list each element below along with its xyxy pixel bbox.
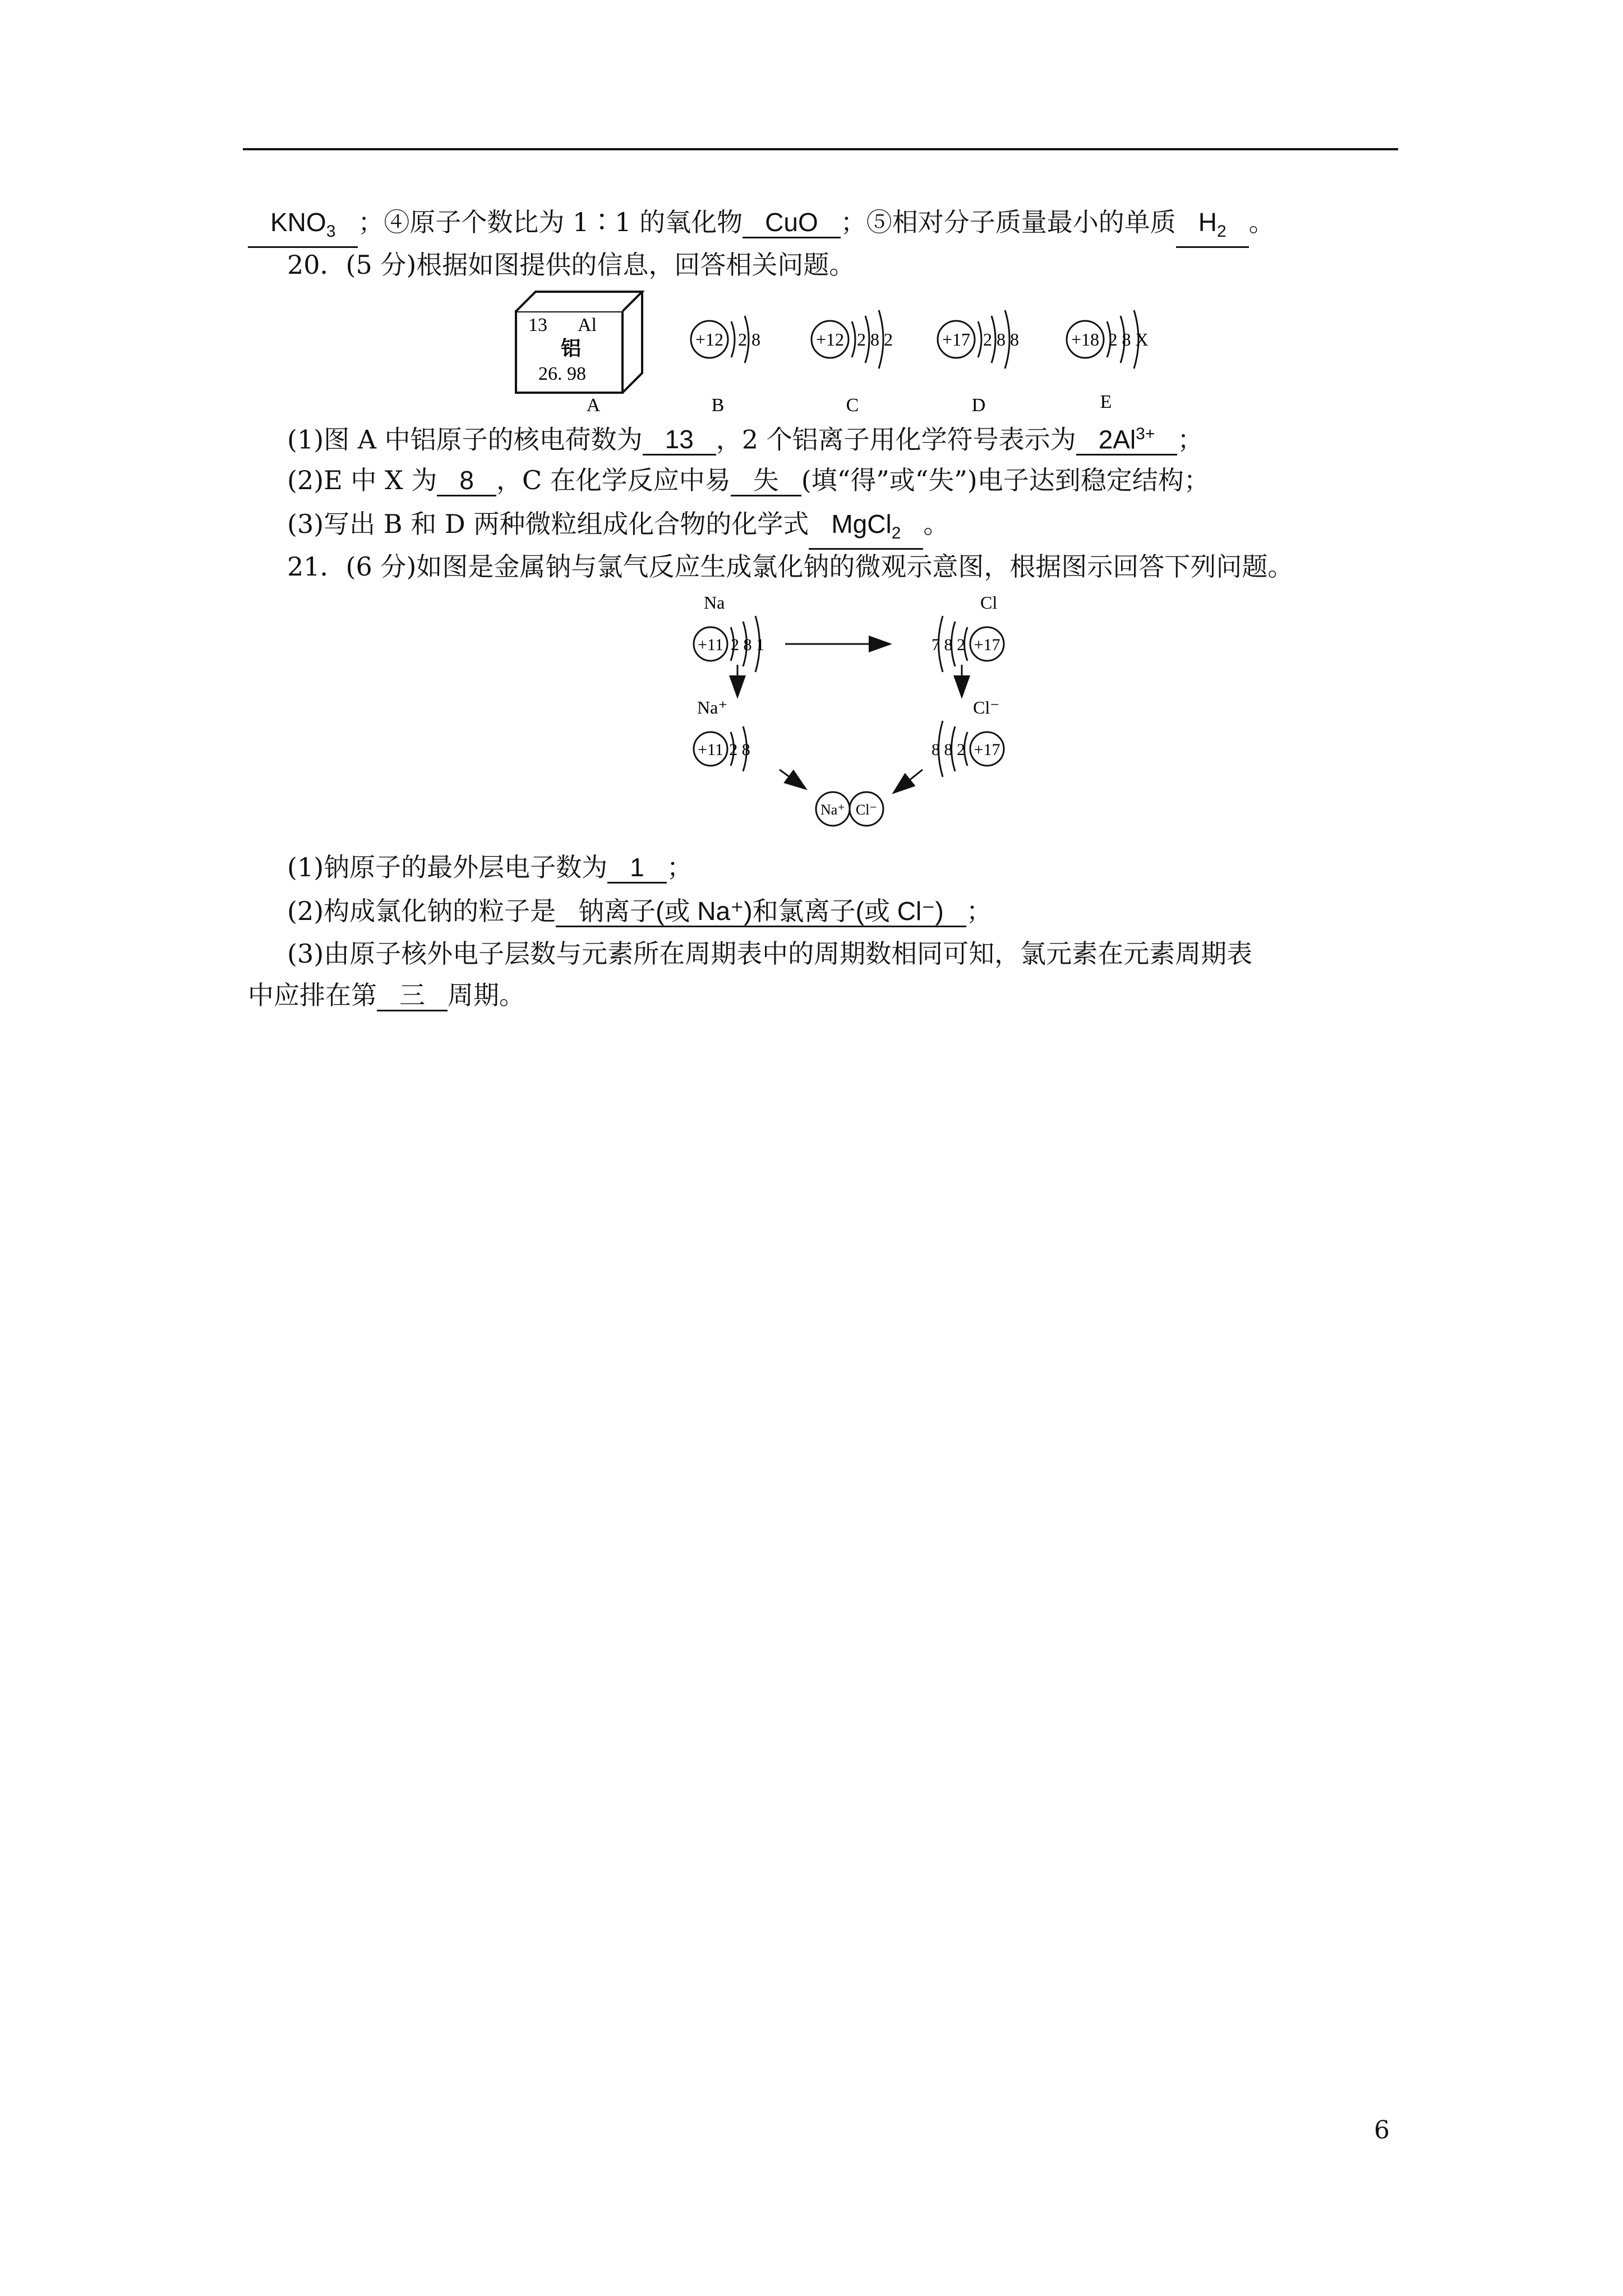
sodium-ion-label: Na⁺ <box>697 697 728 717</box>
answer-blank: 三 <box>377 981 448 1011</box>
sodium-chloride-product <box>816 792 883 826</box>
chlorine-atom-label: Cl <box>980 592 998 613</box>
q21-part1: (1)钠原子的最外层电子数为 1 ； <box>287 852 693 882</box>
combine-arrow <box>895 770 923 792</box>
combine-arrow <box>780 770 805 788</box>
q19-answer-line <box>248 205 1409 248</box>
q21-part3-line1: (3)由原子核外电子层数与元素所在周期表中的周期数相同可知，氯元素在元素周期表 <box>287 938 1253 969</box>
atom-structure-b <box>691 316 760 363</box>
shell-electrons: 2 8 1 <box>731 636 764 654</box>
figure-label-e: E <box>1100 392 1112 412</box>
answer-blank: 1 <box>607 853 667 884</box>
q21-stem: 21．(6 分)如图是金属钠与氯气反应生成氯化钠的微观示意图，根据图示回答下列问题。 <box>287 551 1294 582</box>
page-number: 6 <box>1374 2116 1390 2145</box>
chloride-ion <box>932 721 1004 777</box>
nucleus-charge: +12 <box>695 329 724 349</box>
question-text: ；⑤相对分子质量最小的单质 <box>840 207 1176 237</box>
shell-electrons: 2 8 8 <box>983 329 1019 349</box>
nucleus-charge: +11 <box>698 636 723 654</box>
nucleus-charge: +11 <box>698 740 723 759</box>
shell-electrons: 7 8 2 <box>932 636 965 654</box>
header-rule <box>243 148 1398 150</box>
chlorine-atom <box>932 616 1004 672</box>
shell-electrons: 2 8 <box>738 329 760 349</box>
atom-structure-c <box>811 310 893 369</box>
nucleus-charge: +17 <box>942 329 971 349</box>
q21-part2: (2)构成氯化钠的粒子是 钠离子(或 Na⁺)和氯离子(或 Cl⁻) ； <box>287 896 992 926</box>
q20-part3: (3)写出 B 和 D 两种微粒组成化合物的化学式 MgCl$_2$ 。 <box>287 507 1448 550</box>
atom-structure-e <box>1067 310 1149 369</box>
nucleus-charge: +12 <box>815 329 845 349</box>
answer-blank: 13 <box>643 425 716 455</box>
answer-blank: 钠离子(或 Na⁺)和氯离子(或 Cl⁻) <box>556 896 966 927</box>
answer-blank: MgCl$_2$ <box>809 509 923 550</box>
atomic-mass: 26. 98 <box>538 364 586 384</box>
question-text: ；④原子个数比为 1∶1 的氧化物 <box>358 207 743 237</box>
q21-figure <box>681 589 1029 836</box>
atom-structure-d <box>938 310 1019 369</box>
sodium-atom-label: Na <box>704 592 725 613</box>
question-text: 。 <box>1248 207 1275 237</box>
answer-blank: 失 <box>731 466 801 496</box>
q21-part3-line2: 中应排在第 三 周期。 <box>248 980 525 1010</box>
nucleus-charge: +18 <box>1071 329 1100 349</box>
q20-stem: 20．(5 分)根据如图提供的信息，回答相关问题。 <box>287 250 855 280</box>
nucleus-charge: +17 <box>974 740 1000 759</box>
figure-label-a: A <box>586 395 601 415</box>
q20-figure <box>505 283 1178 415</box>
q20-part1: (1)图 A 中铝原子的核电荷数为 13 ，2 个铝离子用化学符号表示为 $2Al^{3+}$ ； <box>287 420 1448 456</box>
shell-electrons: 2 8 <box>729 740 750 759</box>
element-symbol: Al <box>578 315 597 335</box>
answer-blank: $KNO_3$ <box>248 208 358 248</box>
answer-blank: 8 <box>437 466 496 496</box>
answer-blank: $2Al^{3+}$ <box>1076 420 1178 455</box>
shell-electrons: 2 8 X <box>1108 329 1149 349</box>
element-tile-aluminium <box>516 292 642 393</box>
shell-electrons: 8 8 2 <box>932 740 965 759</box>
shell-electrons: 2 8 2 <box>857 329 893 349</box>
product-sodium-ion: Na⁺ <box>820 802 846 818</box>
nucleus-charge: +17 <box>974 636 1000 654</box>
sodium-atom <box>694 616 764 672</box>
figure-label-d: D <box>971 395 986 415</box>
answer-blank: CuO <box>743 208 841 238</box>
figure-label-b: B <box>711 395 725 415</box>
element-name: 铝 <box>561 337 582 360</box>
chloride-ion-label: Cl⁻ <box>973 697 1000 717</box>
answer-blank: $H_2$ <box>1176 208 1249 248</box>
atomic-number: 13 <box>528 315 547 335</box>
product-chloride-ion: Cl⁻ <box>855 802 878 818</box>
q20-part2: (2)E 中 X 为 8 ，C 在化学反应中易 失 (填“得”或“失”)电子达到稳定结构； <box>287 465 1210 495</box>
sodium-ion <box>694 726 750 771</box>
figure-label-c: C <box>846 395 859 415</box>
